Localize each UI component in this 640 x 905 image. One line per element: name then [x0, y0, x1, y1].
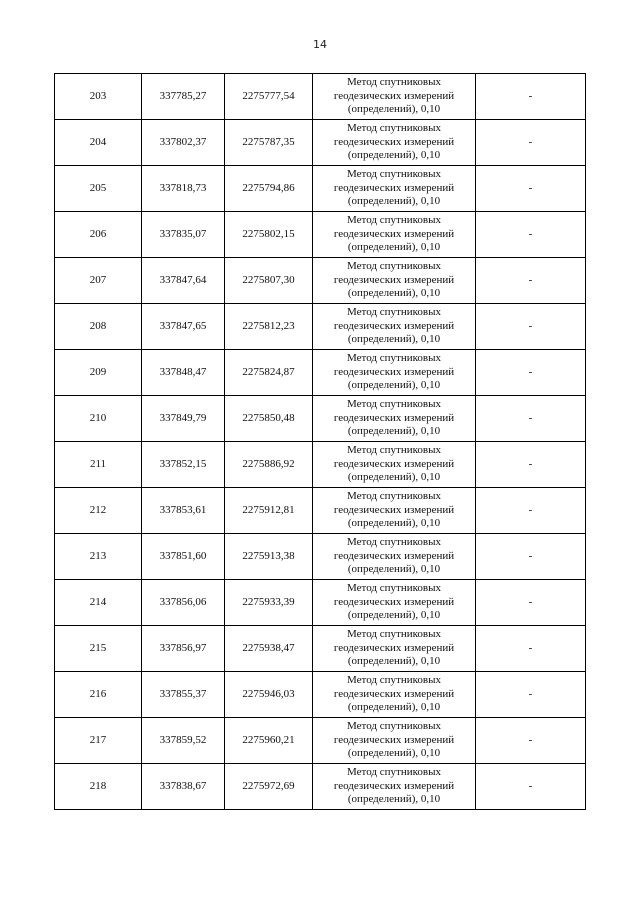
method-line: (определений), 0,10: [347, 471, 441, 484]
method-line: (определений), 0,10: [347, 333, 441, 346]
x-coordinate-cell: 337855,37: [142, 672, 225, 718]
method-line: (определений), 0,10: [347, 149, 441, 162]
x-coordinate-cell: 337848,47: [142, 350, 225, 396]
remark-cell: -: [476, 718, 586, 764]
method-cell: [313, 580, 476, 626]
remark-cell: -: [476, 258, 586, 304]
y-coordinate-cell: 2275886,92: [225, 442, 313, 488]
remark-cell: -: [476, 534, 586, 580]
remark-cell: -: [476, 672, 586, 718]
table-row: [55, 442, 586, 488]
method-line: Метод спутниковых: [347, 536, 441, 549]
method-line: Метод спутниковых: [347, 398, 441, 411]
table-row: [55, 304, 586, 350]
method-cell: [313, 764, 476, 810]
method-line: Метод спутниковых: [347, 352, 441, 365]
point-number-cell: 203: [55, 74, 142, 120]
table-row: [55, 212, 586, 258]
table-row: [55, 672, 586, 718]
x-coordinate-cell: 337856,97: [142, 626, 225, 672]
table-row: [55, 74, 586, 120]
remark-cell: -: [476, 304, 586, 350]
y-coordinate-cell: 2275912,81: [225, 488, 313, 534]
method-cell: [313, 534, 476, 580]
x-coordinate-cell: 337859,52: [142, 718, 225, 764]
method-cell: [313, 304, 476, 350]
method-line: Метод спутниковых: [347, 306, 441, 319]
method-line: Метод спутниковых: [347, 490, 441, 503]
method-line: Метод спутниковых: [347, 214, 441, 227]
x-coordinate-cell: 337847,65: [142, 304, 225, 350]
method-line: (определений), 0,10: [347, 793, 441, 806]
point-number-cell: 204: [55, 120, 142, 166]
table-row: [55, 626, 586, 672]
method-line: геодезических измерений: [333, 319, 455, 332]
method-cell: [313, 258, 476, 304]
method-line: Метод спутниковых: [347, 168, 441, 181]
point-number-cell: 216: [55, 672, 142, 718]
point-number-cell: 208: [55, 304, 142, 350]
method-line: геодезических измерений: [333, 687, 455, 700]
method-cell: [313, 718, 476, 764]
x-coordinate-cell: 337818,73: [142, 166, 225, 212]
method-line: (определений), 0,10: [347, 655, 441, 668]
y-coordinate-cell: 2275972,69: [225, 764, 313, 810]
point-number-cell: 212: [55, 488, 142, 534]
method-line: Метод спутниковых: [347, 720, 441, 733]
x-coordinate-cell: 337838,67: [142, 764, 225, 810]
table-row: [55, 764, 586, 810]
point-number-cell: 210: [55, 396, 142, 442]
method-cell: [313, 120, 476, 166]
point-number-cell: 209: [55, 350, 142, 396]
method-line: Метод спутниковых: [347, 674, 441, 687]
method-cell: [313, 350, 476, 396]
remark-cell: -: [476, 350, 586, 396]
point-number-cell: 217: [55, 718, 142, 764]
method-line: (определений), 0,10: [347, 379, 441, 392]
table-row: [55, 488, 586, 534]
method-cell: [313, 672, 476, 718]
method-line: геодезических измерений: [333, 779, 455, 792]
remark-cell: -: [476, 396, 586, 442]
method-cell: [313, 212, 476, 258]
remark-cell: -: [476, 488, 586, 534]
method-line: геодезических измерений: [333, 549, 455, 562]
method-line: (определений), 0,10: [347, 517, 441, 530]
coordinates-table: [54, 73, 586, 810]
method-line: геодезических измерений: [333, 365, 455, 378]
method-cell: [313, 626, 476, 672]
table-row: [55, 120, 586, 166]
x-coordinate-cell: 337847,64: [142, 258, 225, 304]
method-line: геодезических измерений: [333, 181, 455, 194]
point-number-cell: 207: [55, 258, 142, 304]
remark-cell: -: [476, 442, 586, 488]
y-coordinate-cell: 2275777,54: [225, 74, 313, 120]
y-coordinate-cell: 2275850,48: [225, 396, 313, 442]
y-coordinate-cell: 2275812,23: [225, 304, 313, 350]
method-line: Метод спутниковых: [347, 582, 441, 595]
y-coordinate-cell: 2275946,03: [225, 672, 313, 718]
table-row: [55, 350, 586, 396]
method-line: геодезических измерений: [333, 595, 455, 608]
x-coordinate-cell: 337853,61: [142, 488, 225, 534]
y-coordinate-cell: 2275960,21: [225, 718, 313, 764]
method-line: геодезических измерений: [333, 89, 455, 102]
method-line: геодезических измерений: [333, 411, 455, 424]
method-line: геодезических измерений: [333, 733, 455, 746]
method-line: Метод спутниковых: [347, 628, 441, 641]
remark-cell: -: [476, 212, 586, 258]
method-line: Метод спутниковых: [347, 260, 441, 273]
point-number-cell: 215: [55, 626, 142, 672]
method-line: Метод спутниковых: [347, 766, 441, 779]
coordinates-table-body: [55, 74, 586, 810]
x-coordinate-cell: 337802,37: [142, 120, 225, 166]
method-cell: [313, 396, 476, 442]
table-row: [55, 166, 586, 212]
point-number-cell: 205: [55, 166, 142, 212]
method-line: (определений), 0,10: [347, 609, 441, 622]
method-line: геодезических измерений: [333, 227, 455, 240]
y-coordinate-cell: 2275913,38: [225, 534, 313, 580]
x-coordinate-cell: 337785,27: [142, 74, 225, 120]
method-line: Метод спутниковых: [347, 444, 441, 457]
method-line: (определений), 0,10: [347, 287, 441, 300]
table-row: [55, 396, 586, 442]
method-line: (определений), 0,10: [347, 747, 441, 760]
y-coordinate-cell: 2275794,86: [225, 166, 313, 212]
point-number-cell: 211: [55, 442, 142, 488]
x-coordinate-cell: 337852,15: [142, 442, 225, 488]
y-coordinate-cell: 2275802,15: [225, 212, 313, 258]
table-row: [55, 534, 586, 580]
remark-cell: -: [476, 120, 586, 166]
point-number-cell: 213: [55, 534, 142, 580]
remark-cell: -: [476, 580, 586, 626]
x-coordinate-cell: 337835,07: [142, 212, 225, 258]
method-line: геодезических измерений: [333, 457, 455, 470]
remark-cell: -: [476, 626, 586, 672]
method-cell: [313, 488, 476, 534]
point-number-cell: 206: [55, 212, 142, 258]
x-coordinate-cell: 337849,79: [142, 396, 225, 442]
method-line: Метод спутниковых: [347, 76, 441, 89]
method-cell: [313, 442, 476, 488]
method-line: геодезических измерений: [333, 273, 455, 286]
method-line: (определений), 0,10: [347, 563, 441, 576]
method-cell: [313, 74, 476, 120]
table-row: [55, 580, 586, 626]
method-line: (определений), 0,10: [347, 701, 441, 714]
y-coordinate-cell: 2275807,30: [225, 258, 313, 304]
y-coordinate-cell: 2275938,47: [225, 626, 313, 672]
point-number-cell: 218: [55, 764, 142, 810]
point-number-cell: 214: [55, 580, 142, 626]
method-line: (определений), 0,10: [347, 241, 441, 254]
y-coordinate-cell: 2275933,39: [225, 580, 313, 626]
table-row: [55, 258, 586, 304]
remark-cell: -: [476, 764, 586, 810]
method-line: геодезических измерений: [333, 135, 455, 148]
x-coordinate-cell: 337851,60: [142, 534, 225, 580]
table-row: [55, 718, 586, 764]
remark-cell: -: [476, 166, 586, 212]
method-line: геодезических измерений: [333, 641, 455, 654]
method-line: (определений), 0,10: [347, 103, 441, 116]
method-line: геодезических измерений: [333, 503, 455, 516]
method-cell: [313, 166, 476, 212]
method-line: (определений), 0,10: [347, 425, 441, 438]
y-coordinate-cell: 2275824,87: [225, 350, 313, 396]
method-line: (определений), 0,10: [347, 195, 441, 208]
page-number: 14: [313, 38, 327, 51]
y-coordinate-cell: 2275787,35: [225, 120, 313, 166]
method-line: Метод спутниковых: [347, 122, 441, 135]
remark-cell: -: [476, 74, 586, 120]
x-coordinate-cell: 337856,06: [142, 580, 225, 626]
